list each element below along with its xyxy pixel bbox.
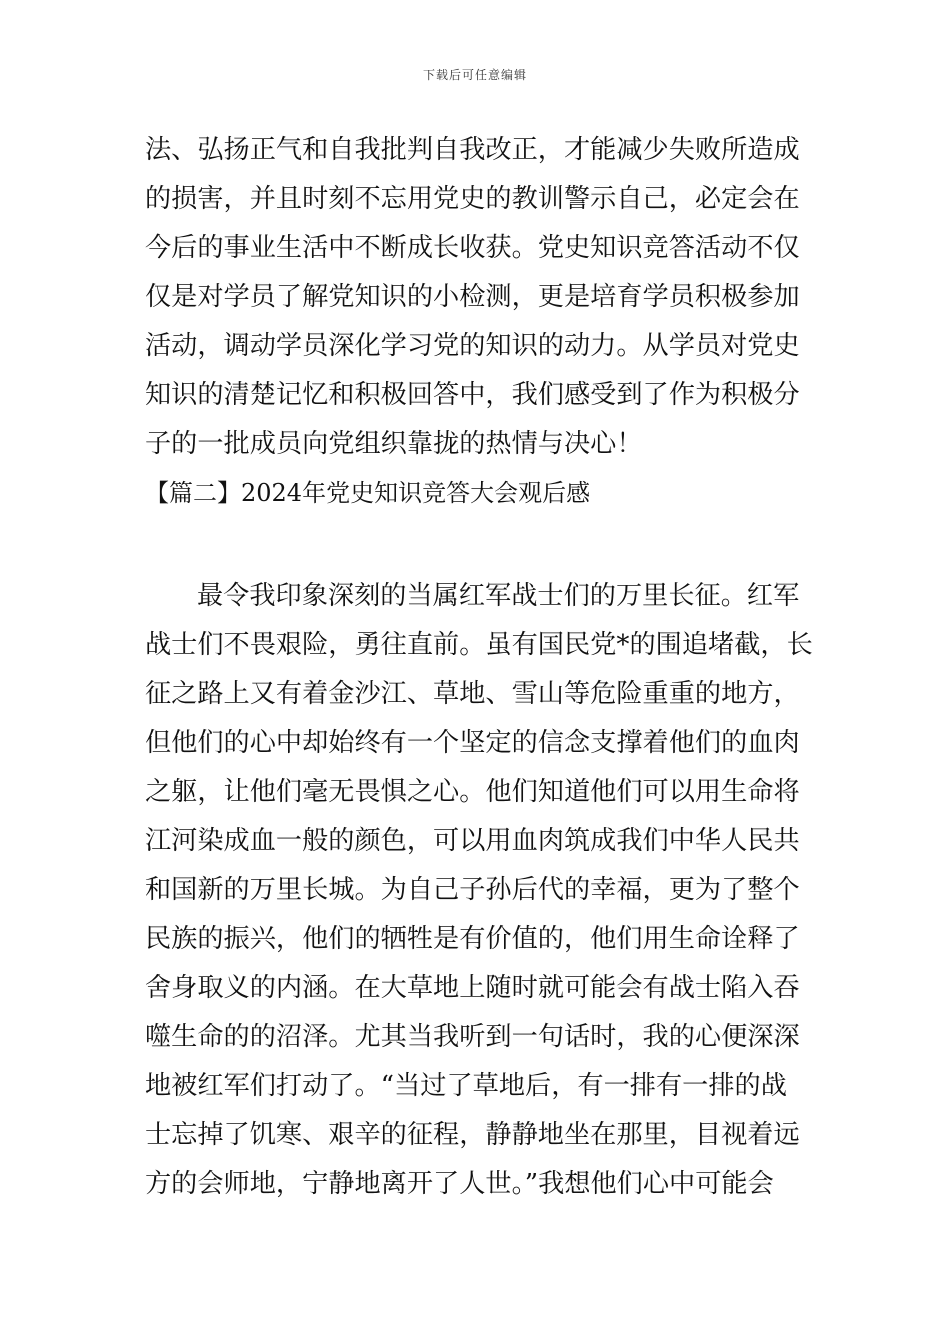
document-body	[145, 126, 813, 1209]
text-line: 但他们的心中却始终有一个坚定的信念支撑着他们的血肉	[145, 728, 800, 758]
page-header: 下载后可任意编辑	[422, 68, 527, 82]
text-line: 仅是对学员了解党知识的小检测，更是培育学员积极参加	[145, 282, 800, 312]
text-line: 征之路上又有着金沙江、草地、雪山等危险重重的地方，	[145, 679, 800, 709]
section-heading: 【篇二】2024年党史知识竞答大会观后感	[145, 479, 591, 507]
blank-gap	[145, 518, 807, 572]
text-line: 活动，调动学员深化学习党的知识的动力。从学员对党史	[145, 331, 800, 361]
paragraph-continued	[145, 126, 807, 469]
text-line: 士忘掉了饥寒、艰辛的征程，静静地坐在那里，目视着远	[145, 1120, 800, 1150]
text-line: 江河染成血一般的颜色，可以用血肉筑成我们中华人民共	[145, 826, 800, 856]
text-line: 战士们不畏艰险，勇往直前。虽有国民党*的围追堵截，长	[145, 630, 813, 660]
text-line: 舍身取义的内涵。在大草地上随时就可能会有战士陷入吞	[145, 973, 800, 1003]
text-line: 方的会师地，宁静地离开了人世。”我想他们心中可能会	[145, 1169, 774, 1199]
text-line: 法、弘扬正气和自我批判自我改正，才能减少失败所造成	[145, 135, 800, 165]
text-line: 噬生命的的沼泽。尤其当我听到一句话时，我的心便深深	[145, 1022, 800, 1052]
text-line: 民族的振兴，他们的牺牲是有价值的，他们用生命诠释了	[145, 924, 800, 954]
text-line: 之躯，让他们毫无畏惧之心。他们知道他们可以用生命将	[145, 777, 800, 807]
text-line: 子的一批成员向党组织靠拢的热情与决心！	[145, 429, 643, 459]
text-line: 的损害，并且时刻不忘用党史的教训警示自己，必定会在	[145, 184, 800, 214]
text-line: 地被红军们打动了。“当过了草地后，有一排有一排的战	[145, 1071, 787, 1101]
text-line: 和国新的万里长城。为自己子孙后代的幸福，更为了整个	[145, 875, 800, 905]
paragraph-main	[145, 572, 813, 1209]
text-line: 知识的清楚记忆和积极回答中，我们感受到了作为积极分	[145, 380, 800, 410]
text-line: 今后的事业生活中不断成长收获。党史知识竞答活动不仅	[145, 233, 800, 263]
text-line: 最令我印象深刻的当属红军战士们的万里长征。红军	[197, 581, 800, 611]
